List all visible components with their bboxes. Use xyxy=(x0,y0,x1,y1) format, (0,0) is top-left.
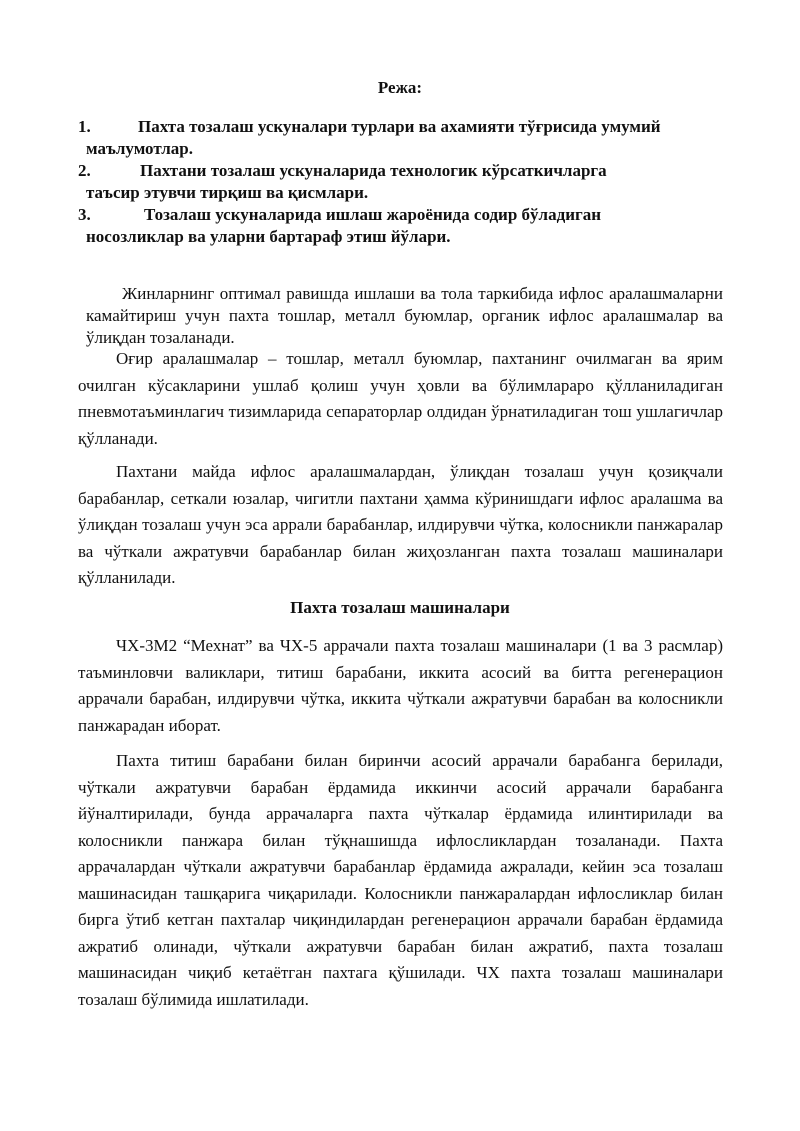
intro-paragraph: Жинларнинг оптимал равишда ишлаши ва тола таркибида ифлос аралашмаларни камайтириш учун пахта тошлар, металл буюмлар, органик ифлос аралашмалар ва ўлиқдан тозаланади. xyxy=(86,284,723,347)
plan-item-text: Тозалаш ускуналарида ишлаш жароёнида содир бўладиган xyxy=(144,205,602,224)
plan-item-text: Пахтани тозалаш ускуналарида технологик кўрсаткичларга xyxy=(140,161,607,180)
plan-item-3 xyxy=(78,204,738,248)
plan-list xyxy=(78,116,738,248)
small-impurities-paragraph: Пахтани майда ифлос аралашмалардан, ўлиқдан тозалаш учун қозиқчали барабанлар, сеткали юзалар, чигитли пахтани ҳамма кўринишдаги ифлос аралашма ва ўлиқдан тозалаш учун эса аррали барабанлар, илдирувчи чўтка, колосникли панжаралар ва чўткали ажратувчи барабанлар билан жиҳозланган пахта тозалаш машиналари қўлланилади. xyxy=(78,462,723,587)
process-paragraph: Пахта титиш барабани билан биринчи асосий аррачали барабанга берилади, чўткали ажратувчи барабан ёрдамида иккинчи асосий аррачали барабанга йўналтирилади, бунда аррачаларга пахта чўткалар ёрдамида илинтирилади ва колосникли панжара билан тўқнашишда ифлосликлардан тозаланади. Пахта аррачалардан чўткали ажратувчи барабанлар ёрдамида ажралади, кейин эса тозалаш машинасидан ташқарига чиқарилади. Колосникли панжаралардан ифлосликлар билан бирга ўтиб кетган пахталар чиқиндилардан регенерацион аррачали барабан ёрдамида ажратиб олинади, чўткали ажратувчи барабан билан ажратиб, пахта тозалаш машинасидан чиқиб кетаётган пахтага қўшилади. ЧХ пахта тозалаш машиналари тозалаш бўлимида ишлатилади. xyxy=(78,751,723,1009)
plan-item-1 xyxy=(78,116,738,160)
plan-item-number: 1. xyxy=(78,117,91,136)
plan-item-number: 2. xyxy=(78,161,91,180)
heavy-impurities-paragraph: Оғир аралашмалар – тошлар, металл буюмлар, пахтанинг очилмаган ва ярим очилган кўсакларини ушлаб қолиш учун ҳовли ва бўлимлараро қўлланиладиган пневмотаъминлагич тизимларида сепараторлар олдидан ўрнатиладиган тош ушлагичлар қўлланади. xyxy=(78,349,723,448)
plan-item-text-continued: носозликлар ва уларни бартараф этиш йўлари. xyxy=(86,227,451,246)
plan-item-2 xyxy=(78,160,738,204)
plan-item-number: 3. xyxy=(78,205,91,224)
section-heading: Пахта тозалаш машиналари xyxy=(290,598,510,617)
machines-paragraph: ЧХ-3М2 “Мехнат” ва ЧХ-5 аррачали пахта тозалаш машиналари (1 ва 3 расмлар) таъминловчи валиклари, титиш барабани, иккита асосий ва битта регенерацион аррачали барабан, илдирувчи чўтка, иккита чўткали ажратувчи барабан ва колосникли панжарадан иборат. xyxy=(78,636,723,735)
plan-item-text-continued: таъсир этувчи тирқиш ва қисмлари. xyxy=(86,183,369,202)
plan-item-text: Пахта тозалаш ускуналари турлари ва ахамияти тўғрисида умумий xyxy=(138,117,661,136)
plan-item-text-continued: маълумотлар. xyxy=(86,139,193,158)
plan-title: Режа: xyxy=(377,78,423,97)
